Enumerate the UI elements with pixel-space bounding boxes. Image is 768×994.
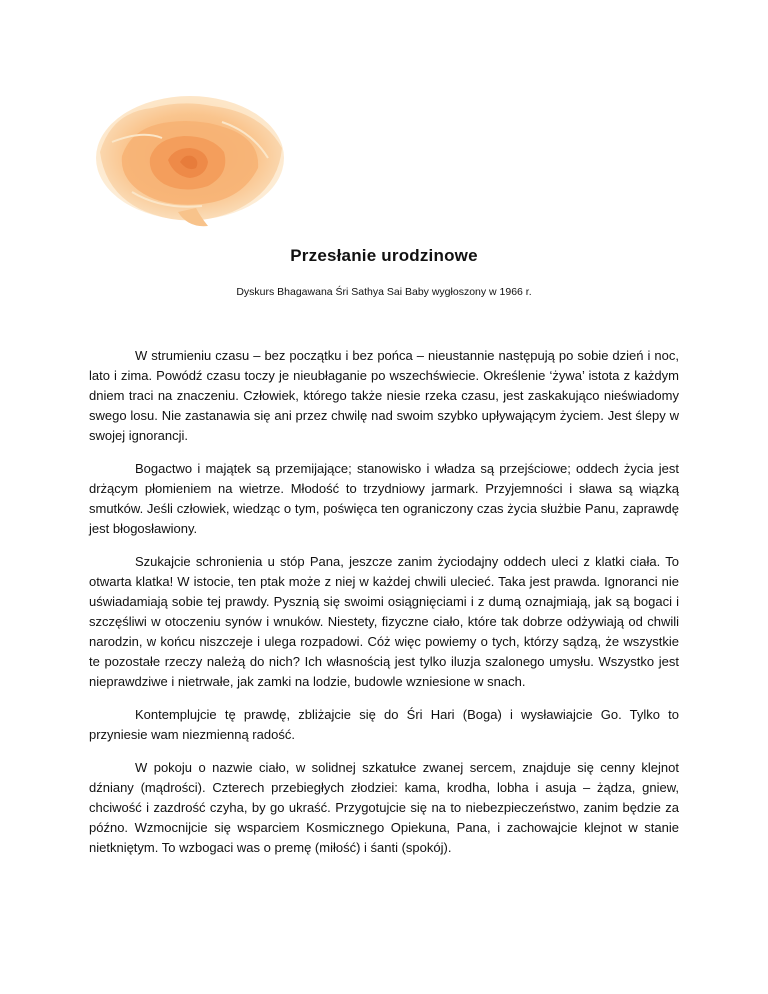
document-body bbox=[89, 346, 679, 871]
document-subtitle: Dyskurs Bhagawana Śri Sathya Sai Baby wygłoszony w 1966 r. bbox=[236, 286, 532, 298]
paragraph: Kontemplujcie tę prawdę, zbliżajcie się do Śri Hari (Boga) i wysławiajcie Go. Tylko to przyniesie wam niezmienną radość. bbox=[89, 707, 679, 742]
rose-image bbox=[92, 82, 288, 230]
document-title: Przesłanie urodzinowe bbox=[290, 246, 478, 265]
paragraph: Szukajcie schronienia u stóp Pana, jeszcze zanim życiodajny oddech uleci z klatki ciała. To otwarta klatka! W istocie, ten ptak może z niej w każdej chwili ulecieć. Taka jest prawda. Ignoranci nie uświadamiają sobie tej prawdy. Pysznią się swoimi osiągnięciami i z dumą oznajmiają, jak są bogaci i szczęśliwi w otoczeniu synów i wnuków. Niestety, fizyczne ciało, które tak dobrze odżywiają od chwili narodzin, w końcu niszczeje i ulega rozpadowi. Cóż więc powiemy o tych, którzy sądzą, że wszystkie te pozostałe rzeczy należą do nich? Ich własnością jest tylko iluzja szalonego umysłu. Wszystko jest nieprawdziwe i nietrwałe, jak zamki na lodzie, budowle wzniesione w snach. bbox=[89, 554, 679, 689]
paragraph: W strumieniu czasu – bez początku i bez pońca – nieustannie następują po sobie dzień i noc, lato i zima. Powódź czasu toczy je nieubłaganie po wszechświecie. Określenie ‘żywa’ istota z każdym dniem traci na znaczeniu. Człowiek, którego także niesie rzeka czasu, jest zaskakująco nieświadomy swego losu. Nie zastanawia się ani przez chwilę nad swoim szybko upływającym życiem. Jest ślepy w swojej ignorancji. bbox=[89, 348, 679, 443]
paragraph: Bogactwo i majątek są przemijające; stanowisko i władza są przejściowe; oddech życia jest drżącym płomieniem na wietrze. Młodość to trzydniowy jarmark. Przyjemności i sława są wiązką smutków. Jeśli człowiek, wiedząc o tym, poświęca ten ograniczony czas życia służbie Panu, zaprawdę jest błogosławiony. bbox=[89, 461, 679, 536]
paragraph: W pokoju o nazwie ciało, w solidnej szkatułce zwanej sercem, znajduje się cenny klejnot dźniany (mądrości). Czterech przebiegłych złodziei: kama, krodha, lobha i asuja – żądza, gniew, chciwość i zazdrość czyha, by go ukraść. Przygotujcie się na to niebezpieczeństwo, zanim będzie za późno. Wzmocnijcie się wsparciem Kosmicznego Opiekuna, Pana, i zachowajcie klejnot w stanie nietkniętym. To wzbogaci was o premę (miłość) i śanti (spokój). bbox=[89, 760, 679, 855]
